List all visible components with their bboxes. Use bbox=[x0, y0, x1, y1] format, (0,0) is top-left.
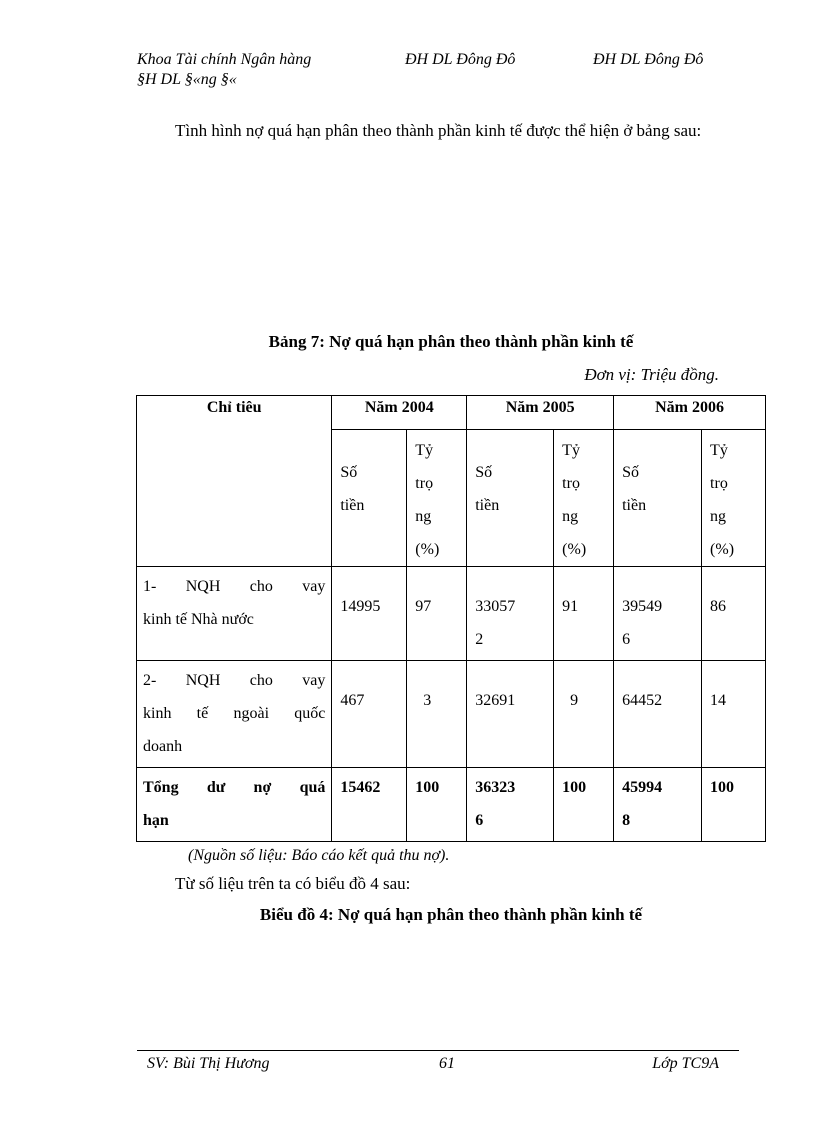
cell-amount-2004: 467 bbox=[332, 661, 407, 768]
header-university-2: ĐH DL Đông Đô bbox=[593, 51, 704, 68]
sub-header-share: Tỷ trọng (%) bbox=[702, 430, 766, 567]
page-number: 61 bbox=[439, 1055, 455, 1072]
chart-title: Biểu đồ 4: Nợ quá hạn phân theo thành phần kinh tế bbox=[259, 905, 643, 924]
sub-header-amount: Số tiền bbox=[467, 430, 554, 567]
col-header-year-2005: Năm 2005 bbox=[467, 396, 614, 430]
table-source: (Nguồn số liệu: Báo cáo kết quả thu nợ). bbox=[188, 847, 450, 864]
sub-header-share: Tỷ trọng (%) bbox=[407, 430, 467, 567]
sub-header-amount: Số tiền bbox=[332, 430, 407, 567]
cell-amount-2004: 14995 bbox=[332, 567, 407, 661]
table-row bbox=[137, 661, 766, 768]
row-label: Tổng dư nợ quá hạn bbox=[137, 768, 332, 842]
footer-divider bbox=[137, 1050, 739, 1051]
cell-share-2006: 100 bbox=[702, 768, 766, 842]
footer-class: Lớp TC9A bbox=[652, 1055, 719, 1072]
debt-table bbox=[136, 395, 766, 842]
cell-amount-2006: 459948 bbox=[614, 768, 702, 842]
sub-header-share: Tỷ trọng (%) bbox=[554, 430, 614, 567]
table-unit: Đơn vị: Triệu đồng. bbox=[584, 365, 719, 384]
footer-student: SV: Bùi Thị Hương bbox=[147, 1055, 270, 1072]
cell-amount-2005: 363236 bbox=[467, 768, 554, 842]
header-faculty: Khoa Tài chính Ngân hàng bbox=[137, 51, 312, 68]
cell-amount-2004: 15462 bbox=[332, 768, 407, 842]
header-garbled: §H DL §«ng §« bbox=[137, 71, 237, 88]
cell-amount-2005: 32691 bbox=[467, 661, 554, 768]
col-header-year-2006: Năm 2006 bbox=[614, 396, 766, 430]
cell-share-2005: 100 bbox=[554, 768, 614, 842]
chart-intro: Từ số liệu trên ta có biểu đồ 4 sau: bbox=[175, 874, 411, 893]
table-title: Bảng 7: Nợ quá hạn phân theo thành phần kinh tế bbox=[268, 332, 634, 351]
row-label: 1- NQH cho vay kinh tế Nhà nước bbox=[137, 567, 332, 661]
cell-amount-2005: 330572 bbox=[467, 567, 554, 661]
cell-share-2004: 3 bbox=[407, 661, 467, 768]
table-row bbox=[137, 567, 766, 661]
header-university-1: ĐH DL Đông Đô bbox=[405, 51, 516, 68]
cell-amount-2006: 395496 bbox=[614, 567, 702, 661]
cell-share-2005: 91 bbox=[554, 567, 614, 661]
cell-share-2005: 9 bbox=[554, 661, 614, 768]
page-footer bbox=[147, 1055, 719, 1077]
cell-amount-2006: 64452 bbox=[614, 661, 702, 768]
row-label: 2- NQH cho vay kinh tế ngoài quốc doanh bbox=[137, 661, 332, 768]
cell-share-2004: 100 bbox=[407, 768, 467, 842]
cell-share-2004: 97 bbox=[407, 567, 467, 661]
page-header bbox=[137, 50, 737, 90]
table-total-row bbox=[137, 768, 766, 842]
intro-paragraph: Tình hình nợ quá hạn phân theo thành phần kinh tế được thể hiện ở bảng sau: bbox=[175, 121, 702, 140]
col-header-year-2004: Năm 2004 bbox=[332, 396, 467, 430]
sub-header-amount: Số tiền bbox=[614, 430, 702, 567]
cell-share-2006: 14 bbox=[702, 661, 766, 768]
cell-share-2006: 86 bbox=[702, 567, 766, 661]
col-header-indicator: Chỉ tiêu bbox=[137, 396, 332, 567]
